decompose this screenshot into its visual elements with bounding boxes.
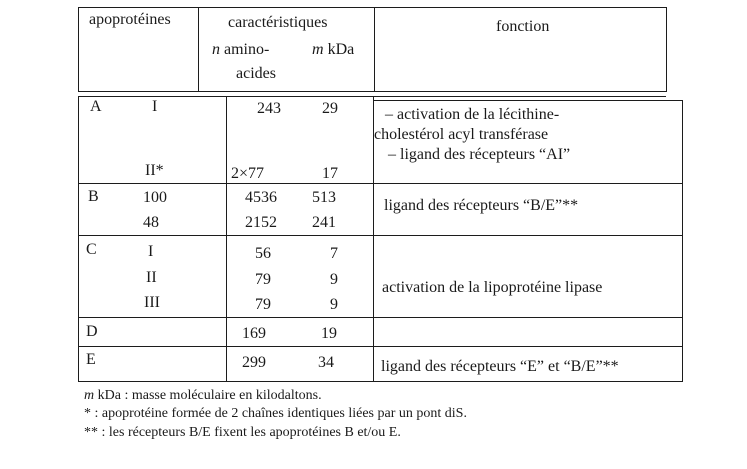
C-II-m: 9 bbox=[330, 271, 338, 288]
A-I-m: 29 bbox=[322, 100, 338, 117]
A-function-line-3: – ligand des récepteurs “AI” bbox=[388, 146, 571, 163]
E-function: ligand des récepteurs “E” et “B/E”** bbox=[381, 358, 619, 375]
header-caracteristiques: caractéristiques bbox=[228, 14, 328, 31]
separator-C-D bbox=[78, 317, 683, 318]
C-II-n: 79 bbox=[255, 271, 271, 288]
header-apoproteines: apoprotéines bbox=[89, 11, 171, 28]
B-function: ligand des récepteurs “B/E”** bbox=[384, 197, 579, 214]
separator-B-C bbox=[78, 235, 683, 236]
header-n-amino: n amino- bbox=[212, 41, 270, 58]
header-top-rule bbox=[78, 7, 666, 8]
A-I-n: 243 bbox=[257, 100, 281, 117]
C-function: activation de la lipoprotéine lipase bbox=[382, 279, 603, 296]
subgroup-B-48: 48 bbox=[143, 214, 159, 231]
A-II-n: 2×77 bbox=[231, 165, 265, 182]
header-left-rule bbox=[78, 7, 79, 92]
group-label-D: D bbox=[86, 323, 98, 340]
B-48-m: 241 bbox=[312, 214, 336, 231]
header-acides: acides bbox=[236, 65, 276, 82]
header-bottom-rule bbox=[78, 91, 666, 92]
C-I-n: 56 bbox=[255, 245, 271, 262]
A-function-line-1: – activation de la lécithine- bbox=[385, 106, 560, 123]
separator-A-B bbox=[78, 183, 683, 184]
header-divider-2 bbox=[374, 7, 375, 92]
subgroup-C-III: III bbox=[144, 294, 160, 311]
E-m: 34 bbox=[318, 354, 334, 371]
body-divider-1 bbox=[226, 96, 227, 382]
E-n: 299 bbox=[242, 354, 266, 371]
group-label-B: B bbox=[88, 188, 99, 205]
B-100-n: 4536 bbox=[245, 189, 277, 206]
body-right-rule bbox=[682, 100, 683, 382]
D-m: 19 bbox=[321, 325, 337, 342]
A-function-line-2: cholestérol acyl transférase bbox=[374, 126, 549, 143]
group-label-C: C bbox=[86, 241, 97, 258]
B-48-n: 2152 bbox=[245, 214, 277, 231]
C-I-m: 7 bbox=[330, 245, 338, 262]
C-III-m: 9 bbox=[330, 296, 338, 313]
header-m-kda: m kDa bbox=[312, 41, 355, 58]
C-III-n: 79 bbox=[255, 296, 271, 313]
subgroup-C-II: II bbox=[146, 269, 157, 286]
subgroup-C-I: I bbox=[148, 243, 154, 260]
subgroup-A-II: II* bbox=[145, 162, 164, 179]
group-label-E: E bbox=[86, 351, 96, 368]
header-fonction: fonction bbox=[496, 18, 550, 35]
header-right-rule bbox=[666, 7, 667, 92]
footnote-star: * : apoprotéine formée de 2 chaînes identiques liées par un pont diS. bbox=[84, 406, 467, 421]
B-100-m: 513 bbox=[312, 189, 336, 206]
subgroup-B-100: 100 bbox=[143, 189, 167, 206]
D-n: 169 bbox=[242, 325, 266, 342]
A-II-m: 17 bbox=[322, 165, 338, 182]
separator-D-E bbox=[78, 346, 683, 347]
subgroup-A-I: I bbox=[152, 98, 158, 115]
footnote-m-kda: m kDa : masse moléculaire en kilodaltons. bbox=[84, 388, 322, 403]
function-top-rule bbox=[373, 100, 683, 101]
footnote-double-star: ** : les récepteurs B/E fixent les apoprotéines B et/ou E. bbox=[84, 425, 401, 440]
body-top-rule bbox=[78, 96, 666, 97]
group-label-A: A bbox=[90, 98, 102, 115]
body-left-rule bbox=[78, 96, 79, 382]
header-divider-1 bbox=[198, 7, 199, 92]
body-bottom-rule bbox=[78, 381, 683, 382]
